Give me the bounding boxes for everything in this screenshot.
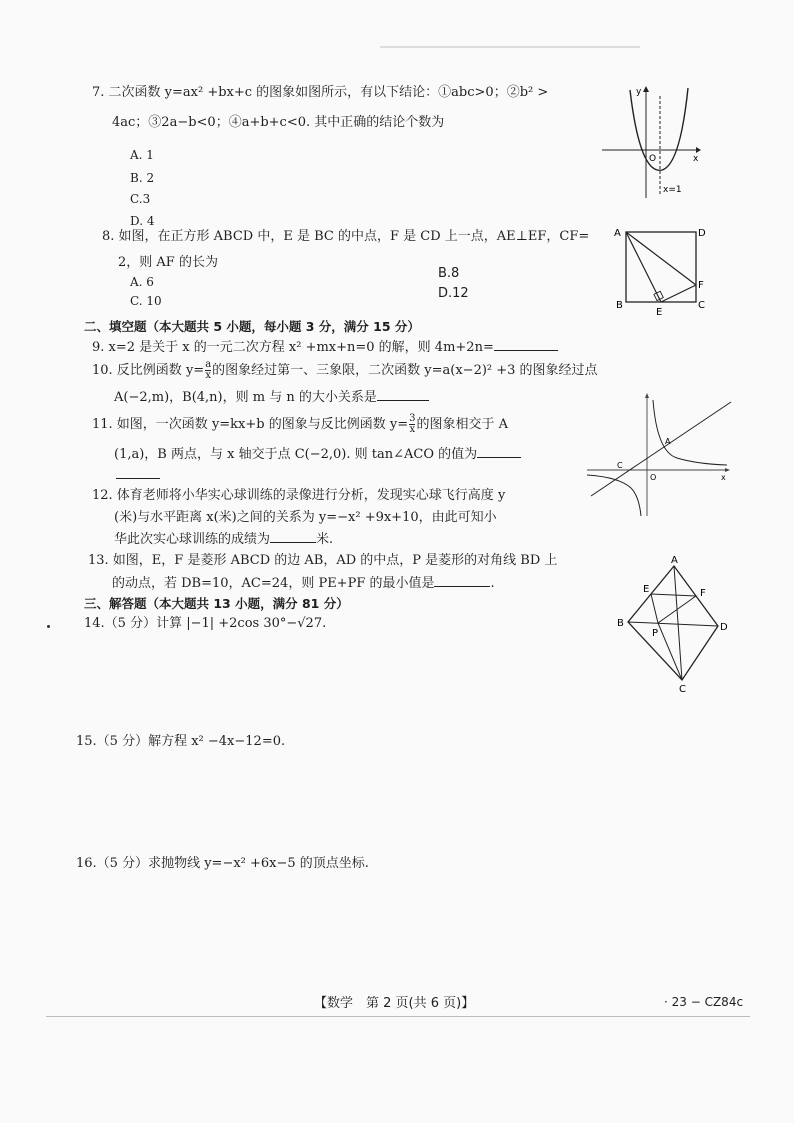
q11-x-arrow (725, 468, 730, 472)
q13-fig-f: F (700, 588, 706, 599)
margin-dot (47, 625, 50, 628)
q8-option-c: C. 10 (130, 294, 162, 308)
q11-hyperbola-q1 (653, 400, 727, 465)
q8-fig-d: D (698, 228, 706, 239)
q11-fig-x: x (721, 473, 726, 482)
q7-x-arrow (696, 147, 701, 153)
q7-option-a: A. 1 (130, 148, 154, 162)
q12-line2: (米)与水平距离 x(米)之间的关系为 y=−x² +9x+10，由此可知小 (114, 510, 497, 525)
q13-segment-ef (651, 594, 696, 596)
q7-fig-o: O (649, 154, 657, 164)
q7-parabola (630, 88, 688, 170)
q15: 15.（5 分）解方程 x² −4x−12=0. (76, 734, 286, 749)
q13-line2 (112, 574, 495, 593)
q7-parabola-figure (600, 80, 710, 200)
q7-fig-y: y (636, 87, 642, 97)
q11-line2 (114, 445, 521, 464)
q11-fig-c: C (617, 461, 623, 470)
q8-segment-ef (661, 285, 696, 302)
q10-pre: 10. 反比例函数 y= (92, 363, 205, 378)
scan-mark (380, 46, 640, 48)
section-2-heading: 二、填空题（本大题共 5 小题，每小题 3 分，满分 15 分） (84, 319, 420, 334)
q8-fig-f: F (698, 280, 704, 291)
q9-text: 9. x=2 是关于 x 的一元二次方程 x² +mx+n=0 的解，则 4m+2n= (92, 340, 494, 355)
q8-square (626, 232, 696, 302)
q13-segment-pf (658, 596, 696, 623)
q16: 16.（5 分）求抛物线 y=−x² +6x−5 的顶点坐标. (76, 856, 369, 871)
q11-fig-o: O (650, 473, 657, 482)
q11-second-blank (116, 466, 160, 479)
q13-fig-d: D (720, 622, 728, 633)
q13-answer-blank[interactable] (434, 574, 490, 587)
q12-answer-blank[interactable] (270, 530, 316, 543)
q13-fig-e: E (643, 584, 650, 595)
q13-fig-a: A (671, 555, 678, 566)
q8-option-d: D.12 (438, 286, 469, 301)
q11-answer-blank[interactable] (477, 445, 521, 458)
q7-option-c: C.3 (130, 192, 151, 206)
q13-fig-p: P (652, 628, 659, 639)
q8-line1: 8. 如图，在正方形 ABCD 中，E 是 BC 的中点，F 是 CD 上一点，AE⊥EF，CF= (102, 229, 590, 244)
q14: 14.（5 分）计算 |−1| +2cos 30°−√27. (84, 616, 327, 631)
q8-segment-ae (626, 232, 661, 302)
q7-y-arrow (643, 86, 649, 92)
q11-line1 (92, 414, 508, 435)
q11-denominator: x (409, 424, 416, 435)
section-3-heading: 三、解答题（本大题共 13 小题，满分 81 分） (84, 596, 349, 611)
q7-option-d: D. 4 (130, 214, 155, 228)
q13-line2-pre: 的动点，若 DB=10，AC=24，则 PE+PF 的最小值是 (112, 576, 435, 591)
q11-fraction (409, 414, 415, 435)
q8-fig-b: B (616, 300, 623, 311)
q12-line3-pre: 华此次实心球训练的成绩为 (114, 532, 271, 547)
q8-fig-a: A (614, 228, 621, 239)
q7-option-b: B. 2 (130, 171, 155, 185)
q8-fig-c: C (698, 300, 705, 311)
q11-fig-a: A (665, 437, 671, 446)
q12-line3-post: 米. (316, 532, 334, 547)
q7-line2: 4ac；③2a−b<0；④a+b+c<0. 其中正确的结论个数为 (112, 115, 445, 130)
q7-fig-axis-label: x=1 (663, 185, 682, 195)
q11-post: 的图象相交于 A (416, 417, 509, 432)
q11-graph-figure (585, 392, 735, 518)
q8-square-figure (608, 222, 714, 318)
q11-linear-line (591, 402, 731, 496)
q8-line2: 2，则 AF 的长为 (118, 255, 218, 270)
q13-line2-post: . (490, 576, 495, 591)
q13-diagonal-bd (628, 622, 718, 626)
q10-fraction (205, 360, 211, 381)
q13-line1: 13. 如图，E，F 是菱形 ABCD 的边 AB，AD 的中点，P 是菱形的对角线 BD 上 (88, 553, 558, 568)
q7-fig-x: x (693, 154, 699, 164)
q13-rhombus-figure (616, 552, 736, 696)
q13-fig-c: C (679, 684, 686, 695)
q10-answer-blank[interactable] (377, 388, 429, 401)
q7-line1: 7. 二次函数 y=ax² +bx+c 的图象如图所示，有以下结论：①abc>0；②b² > (92, 85, 549, 100)
footer-page-label: 【数学 第 2 页(共 6 页)】 (314, 996, 475, 1011)
q10-post: 的图象经过第一、三象限，二次函数 y=a(x−2)² +3 的图象经过点 (212, 363, 598, 378)
q8-fig-e: E (656, 307, 663, 318)
q10-line2 (114, 388, 429, 407)
footer-code: · 23 − CZ84c (664, 995, 744, 1009)
q9 (92, 338, 558, 357)
q10-line2-text: A(−2,m)，B(4,n)，则 m 与 n 的大小关系是 (114, 390, 377, 405)
q10-line1 (92, 360, 598, 381)
q12-line3 (114, 530, 333, 549)
q13-segment-pe (651, 594, 658, 623)
q10-numerator: a (205, 359, 212, 370)
q8-option-a: A. 6 (130, 275, 154, 289)
q11-pre: 11. 如图，一次函数 y=kx+b 的图象与反比例函数 y= (92, 417, 409, 432)
q8-segment-af (626, 232, 696, 285)
q11-numerator: 3 (409, 413, 416, 424)
q13-fig-b: B (617, 618, 624, 629)
q9-answer-blank[interactable] (494, 338, 558, 351)
q10-denominator: x (205, 370, 211, 381)
footer-divider (46, 1016, 750, 1017)
q8-option-b: B.8 (438, 266, 460, 281)
q11-y-arrow (645, 393, 649, 398)
q11-line2-text: (1,a)，B 两点，与 x 轴交于点 C(−2,0). 则 tan∠ACO 的值为 (114, 447, 478, 462)
q12-line1: 12. 体育老师将小华实心球训练的录像进行分析，发现实心球飞行高度 y (92, 488, 506, 503)
